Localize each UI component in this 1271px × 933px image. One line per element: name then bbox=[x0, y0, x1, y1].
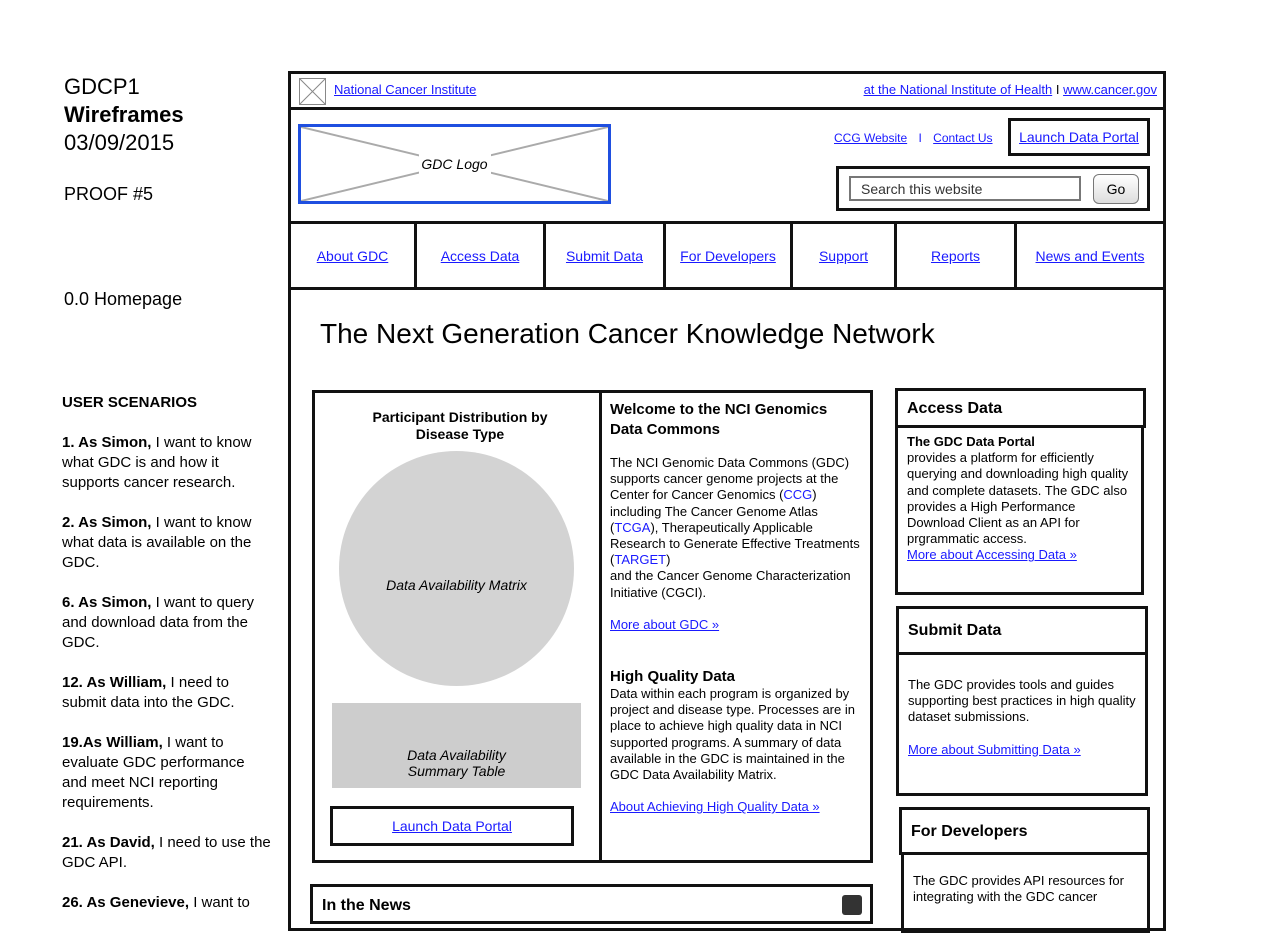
high-quality-link[interactable]: About Achieving High Quality Data » bbox=[610, 799, 820, 815]
header-link-separator: I bbox=[918, 131, 922, 145]
more-submitting-data-link[interactable]: More about Submitting Data » bbox=[908, 741, 1081, 757]
nav-support[interactable] bbox=[793, 224, 897, 287]
page-id: 0.0 Homepage bbox=[64, 289, 183, 309]
contact-us-link[interactable]: Contact Us bbox=[933, 131, 993, 145]
pie-label: Data Availability Matrix bbox=[386, 577, 527, 593]
header-links bbox=[834, 131, 993, 145]
welcome-section bbox=[610, 400, 862, 633]
access-data-body bbox=[895, 426, 1144, 595]
nci-top-bar bbox=[288, 71, 1166, 110]
in-the-news-panel bbox=[310, 884, 873, 924]
target-link[interactable]: TARGET bbox=[614, 552, 667, 568]
welcome-title: Welcome to the NCI Genomics Data Commons bbox=[610, 401, 828, 438]
summary-table-placeholder bbox=[332, 703, 581, 788]
nav-label: Reports bbox=[930, 247, 981, 264]
nci-image-placeholder-icon bbox=[299, 78, 326, 105]
nih-link[interactable]: at the National Institute of Health bbox=[863, 82, 1053, 97]
doc-project: GDCP1 bbox=[64, 74, 140, 99]
nav-label: About GDC bbox=[316, 247, 389, 264]
logo-label: GDC Logo bbox=[421, 156, 488, 172]
tcga-link[interactable]: TCGA bbox=[614, 519, 651, 535]
in-the-news-title: In the News bbox=[322, 897, 411, 914]
ccg-link[interactable]: CCG bbox=[783, 487, 813, 503]
nav-access-data[interactable] bbox=[417, 224, 546, 287]
gdc-logo[interactable] bbox=[298, 124, 611, 204]
nav-submit-data[interactable] bbox=[546, 224, 666, 287]
access-portal-name: The GDC Data Portal bbox=[907, 434, 1035, 449]
nav-label: News and Events bbox=[1035, 247, 1145, 264]
scenarios-heading: USER SCENARIOS bbox=[62, 394, 198, 411]
submit-data-title: Submit Data bbox=[896, 606, 1148, 655]
panel-divider bbox=[599, 390, 602, 863]
top-separator: I bbox=[1055, 82, 1060, 97]
scenario-item: 21. As David, I need to use the GDC API. bbox=[62, 834, 271, 871]
nav-for-developers[interactable] bbox=[666, 224, 793, 287]
data-availability-pie[interactable] bbox=[339, 451, 574, 686]
nav-news-and-events[interactable] bbox=[1017, 224, 1163, 287]
main-nav bbox=[288, 221, 1166, 290]
for-developers-text: The GDC provides API resources for integrating with the GDC cancer bbox=[913, 873, 1124, 905]
page-headline: The Next Generation Cancer Knowledge Network bbox=[320, 318, 935, 349]
more-accessing-data-link[interactable]: More about Accessing Data » bbox=[907, 547, 1077, 563]
nav-reports[interactable] bbox=[897, 224, 1017, 287]
launch-portal-header-button[interactable] bbox=[1008, 118, 1150, 156]
scenario-item: 26. As Genevieve, I want to bbox=[62, 894, 250, 911]
search-input[interactable] bbox=[849, 176, 1081, 201]
high-quality-body: Data within each program is organized by project and disease type. Processes are in place to achieve high quality data in NCI supported programs. A summary of data available in the GDC is maintained in the GDC Data Availability Matrix. bbox=[610, 686, 855, 783]
user-scenarios bbox=[62, 393, 272, 933]
scenario-item: 1. As Simon, I want to know what GDC is and how it supports cancer research. bbox=[62, 434, 252, 491]
nav-label: Submit Data bbox=[565, 247, 644, 264]
welcome-body: The NCI Genomic Data Commons (GDC) supports cancer genome projects at the Center for Cancer Genomics (CCG) including The Cancer Genome Atlas (TCGA), Therapeutically Applicable Research to Generate Effective Treatments (TARGET) and the Cancer Genome Characterization Initiative (CGCI). bbox=[610, 455, 860, 600]
more-about-gdc-link[interactable]: More about GDC » bbox=[610, 616, 720, 632]
proof-label: PROOF #5 bbox=[64, 184, 154, 204]
launch-portal-header-label: Launch Data Portal bbox=[1019, 129, 1139, 145]
scenario-item: 12. As William, I need to submit data into the GDC. bbox=[62, 674, 235, 711]
top-bar-right bbox=[864, 82, 1157, 97]
submit-data-body bbox=[896, 653, 1148, 796]
access-data-title: Access Data bbox=[895, 388, 1146, 428]
access-data-text: provides a platform for efficiently querying and downloading high quality and complete datasets. The GDC also provides a High Performance Download Client as an API for prgrammatic access. bbox=[907, 450, 1129, 547]
for-developers-title: For Developers bbox=[899, 807, 1150, 855]
doc-type: Wireframes bbox=[64, 102, 184, 127]
cancer-gov-link[interactable]: www.cancer.gov bbox=[1063, 82, 1157, 97]
submit-data-text: The GDC provides tools and guides supporting best practices in high quality dataset submissions. bbox=[908, 677, 1136, 725]
nav-label: For Developers bbox=[680, 247, 776, 264]
search-area bbox=[836, 166, 1150, 211]
ccg-website-link[interactable]: CCG Website bbox=[834, 131, 908, 145]
for-developers-body bbox=[901, 853, 1150, 933]
nav-label: Access Data bbox=[440, 247, 520, 264]
high-quality-section bbox=[610, 668, 864, 815]
scenario-item: 19.As William, I want to evaluate GDC performance and meet NCI reporting requirements. bbox=[62, 734, 245, 811]
high-quality-title: High Quality Data bbox=[610, 668, 736, 685]
rss-icon[interactable] bbox=[842, 895, 862, 915]
doc-date: 03/09/2015 bbox=[64, 130, 175, 155]
search-go-button[interactable]: Go bbox=[1093, 174, 1139, 204]
launch-portal-panel-button[interactable] bbox=[330, 806, 574, 846]
launch-portal-panel-label: Launch Data Portal bbox=[392, 818, 512, 834]
summary-label: Data Availability Summary Table bbox=[407, 747, 506, 779]
nav-about-gdc[interactable] bbox=[291, 224, 417, 287]
nav-label: Support bbox=[818, 247, 869, 264]
distribution-title: Participant Distribution by Disease Type bbox=[372, 409, 548, 442]
scenario-item: 2. As Simon, I want to know what data is available on the GDC. bbox=[62, 514, 252, 571]
doc-title-block bbox=[64, 73, 184, 157]
nci-link[interactable]: National Cancer Institute bbox=[334, 82, 477, 97]
scenario-item: 6. As Simon, I want to query and download data from the GDC. bbox=[62, 594, 255, 651]
